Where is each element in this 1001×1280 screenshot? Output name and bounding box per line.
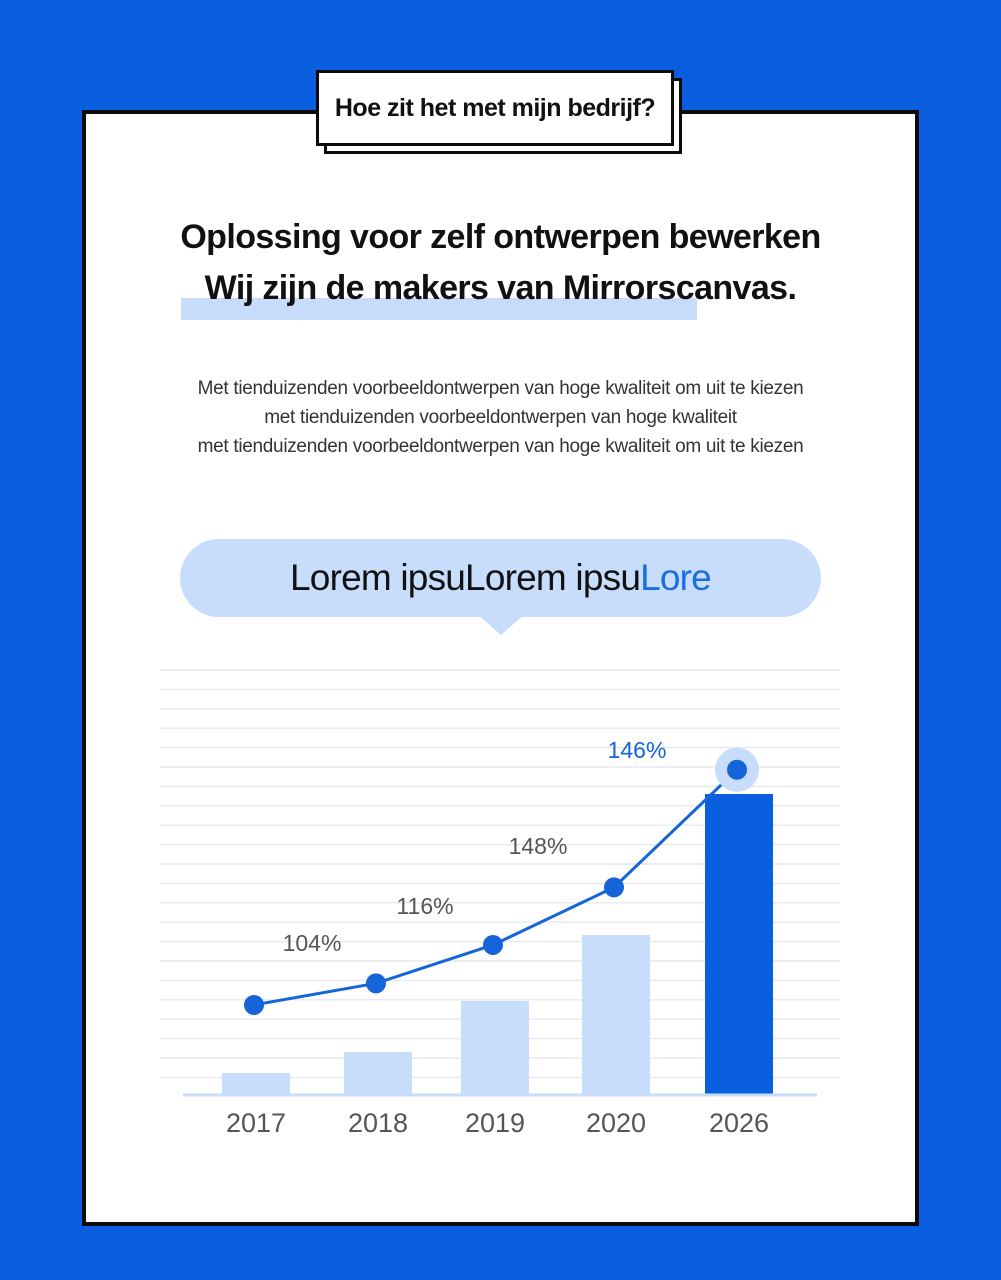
x-tick-label: 2017 <box>225 1108 287 1138</box>
x-tick-label: 2018 <box>347 1108 409 1138</box>
section-tag-label: Hoe zit het met mijn bedrijf? <box>334 93 656 122</box>
bar-2020 <box>582 935 650 1094</box>
growth-label: 148% <box>508 833 568 859</box>
bar-2019 <box>461 1001 529 1094</box>
trend-point-2019 <box>483 935 503 955</box>
heading-line-1: Oplossing voor zelf ontwerpen bewerken <box>180 218 821 256</box>
description-line-2: met tienduizenden voorbeeldontwerpen van hoge kwaliteit <box>264 407 737 428</box>
bar-2026 <box>705 794 773 1094</box>
heading-line-2: Wij zijn de makers van Mirrorscanvas. <box>204 269 797 307</box>
growth-label: 116% <box>396 893 454 919</box>
x-tick-label: 2019 <box>464 1108 526 1138</box>
x-tick-label: 2026 <box>708 1108 770 1138</box>
growth-label: 146% <box>607 737 667 763</box>
bar-2017 <box>222 1073 290 1094</box>
trend-point-2017 <box>244 995 264 1015</box>
trend-point-2026 <box>727 760 747 780</box>
bar-2018 <box>344 1052 412 1094</box>
description-line-3: met tienduizenden voorbeeldontwerpen van hoge kwaliteit om uit te kiezen <box>197 436 804 457</box>
x-tick-label: 2020 <box>585 1108 647 1138</box>
growth-label: 104% <box>282 930 342 956</box>
trend-point-2018 <box>366 973 386 993</box>
bubble-text-main: Lorem ipsuLorem ipsu <box>290 557 641 598</box>
bubble-text-accent: Lore <box>640 557 711 598</box>
description-line-1: Met tienduizenden voorbeeldontwerpen van hoge kwaliteit om uit te kiezen <box>197 378 804 399</box>
trend-point-2020 <box>604 877 624 897</box>
trend-line <box>254 770 737 1005</box>
